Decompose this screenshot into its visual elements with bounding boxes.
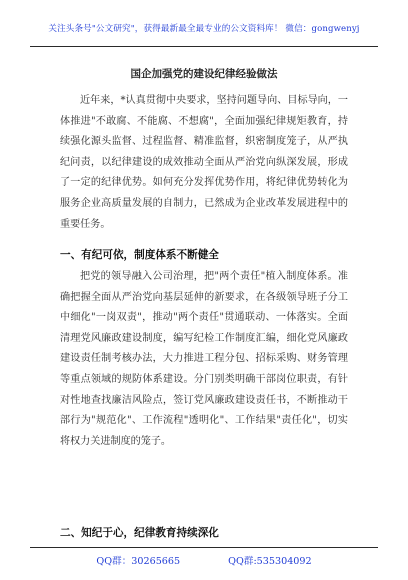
footer-contacts: [0, 553, 408, 567]
intro-paragraph: 近年来，*认真贯彻中央要求，坚持问题导向、目标导向，一体推进"不敢腐、不能腐、不想腐"，全面加强纪律规矩教育，持续强化源头监督、过程监督、精准监督，织密制度笼子，从严执纪问责，以纪律建设的成效推动全面从严治党向纵深发展，形成了一定的纪律优势。如何充分发挥优势作用，将纪律优势转化为服务企业高质量发展的自制力，已然成为企业改革发展进程中的重要任务。: [60, 95, 348, 230]
footer-qq-group-1: QQ群：30265665: [96, 556, 181, 567]
section-1-paragraph: 把党的领导融入公司治理，把"两个责任"植入制度体系。准确把握全面从严治党向基层延伸的新要求，在各级领导班子分工中细化"一岗双责"，推动"两个责任"贯通联动、一体落实。全面清理党风廉政建设制度，编写纪检工作制度汇编，细化党风廉政建设责任制考核办法，大力推进工程分包、招标采购、财务管理等重点领域的规防体系建设。分门别类明确干部岗位职责，有针对性地查找廉洁风险点，签订党风廉政建设责任书，不断推动干部行为"规范化"、工作流程"透明化"、工作结果"责任化"，切实将权力关进制度的笼子。: [60, 271, 348, 447]
document-title: 国企加强党的建设纪律经验做法: [130, 68, 278, 80]
section-2-heading: 二、知纪于心，纪律教育持续深化: [60, 527, 219, 539]
footer-divider: [30, 547, 378, 548]
header-notice: 关注头条号"公文研究"，获得最新最全最专业的公文资料库！ 微信：gongwenyj: [48, 24, 360, 34]
section-1-heading: 一、有纪可依，制度体系不断健全: [60, 249, 219, 261]
footer-qq-group-2: QQ群:535304092: [228, 556, 312, 567]
header-divider: [30, 46, 378, 47]
